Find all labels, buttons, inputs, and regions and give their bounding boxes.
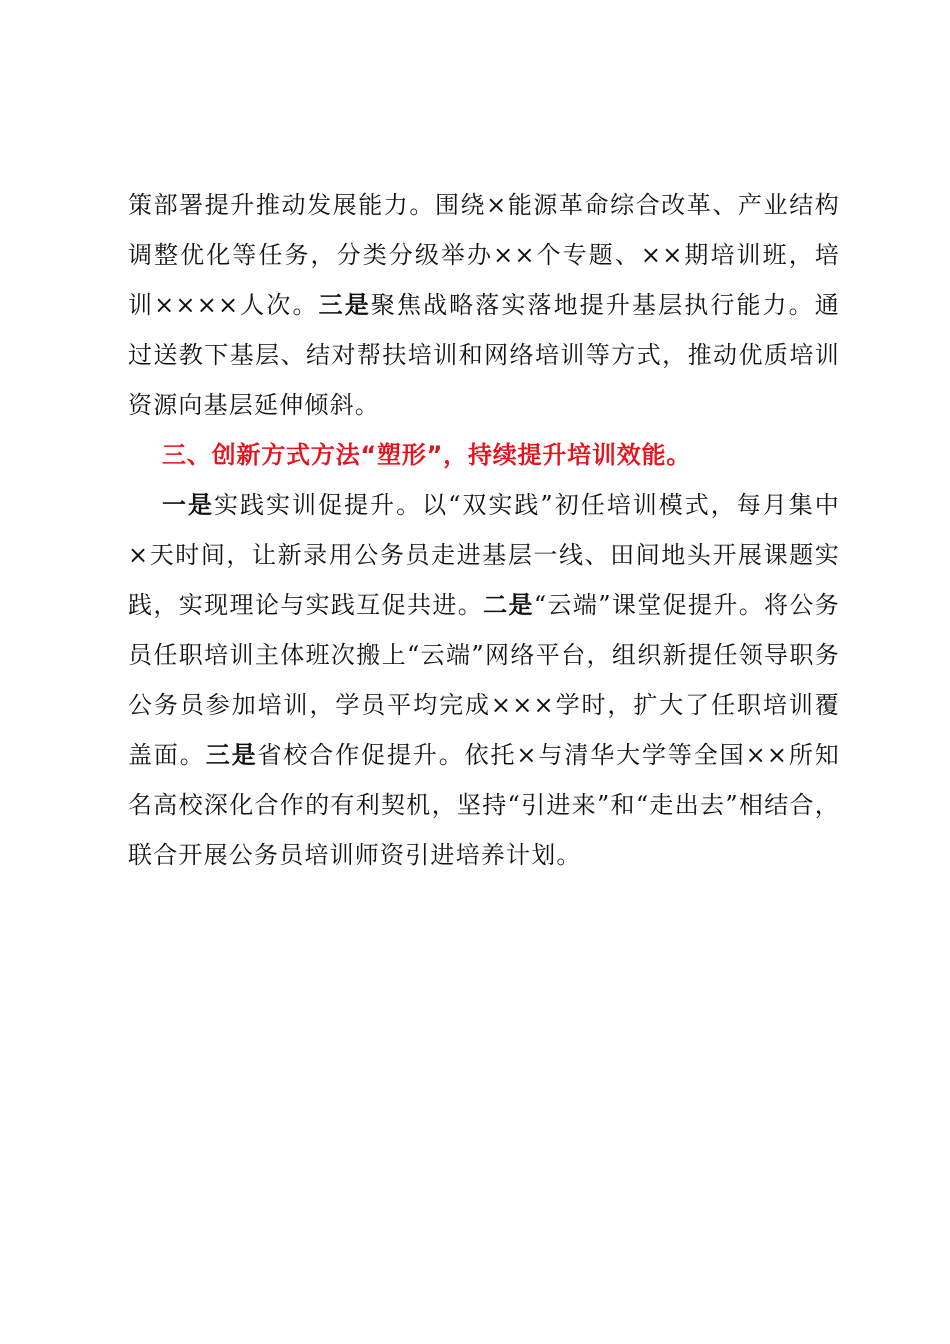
section-heading-3: 三、创新方式方法“塑形”，持续提升培训效能。 bbox=[162, 441, 692, 469]
paragraph-1-text-b: 聚焦战略落实落地提升基层执行能力。通过送教下基层、结对帮扶培训和网络培训等方式，推动优质培训资源向基层延伸倾斜。 bbox=[128, 291, 840, 419]
paragraph-2-text-c: 省校合作促提升。依托×与清华大学等全国××所知名高校深化合作的有利契机，坚持“引进来”和“走出去”相结合，联合开展公务员培训师资引进培养计划。 bbox=[128, 741, 840, 869]
document-page bbox=[128, 180, 840, 880]
paragraph-1-lead-three: 三是 bbox=[318, 291, 371, 319]
paragraph-2-text-a: 实践实训促提升。以“双实践”初任培训模式，每月集中×天时间，让新录用公务员走进基层一线、田间地头开展课题实践，实现理论与实践互促共进。 bbox=[128, 491, 840, 619]
paragraph-1-text-a: 策部署提升推动发展能力。围绕×能源革命综合改革、产业结构调整优化等任务，分类分级举办××个专题、××期培训班，培训××××人次。 bbox=[128, 191, 840, 319]
paragraph-2-lead-one: 一是 bbox=[162, 491, 215, 519]
paragraph-2-lead-three: 三是 bbox=[205, 741, 258, 769]
body-paragraph-2 bbox=[128, 480, 840, 880]
paragraph-2-text-b: “云端”课堂促提升。将公务员任职培训主体班次搬上“云端”网络平台，组织新提任领导职务公务员参加培训，学员平均完成×××学时，扩大了任职培训覆盖面。 bbox=[128, 591, 840, 769]
paragraph-2-lead-two: 二是 bbox=[483, 591, 534, 619]
body-paragraph-1 bbox=[128, 180, 840, 430]
